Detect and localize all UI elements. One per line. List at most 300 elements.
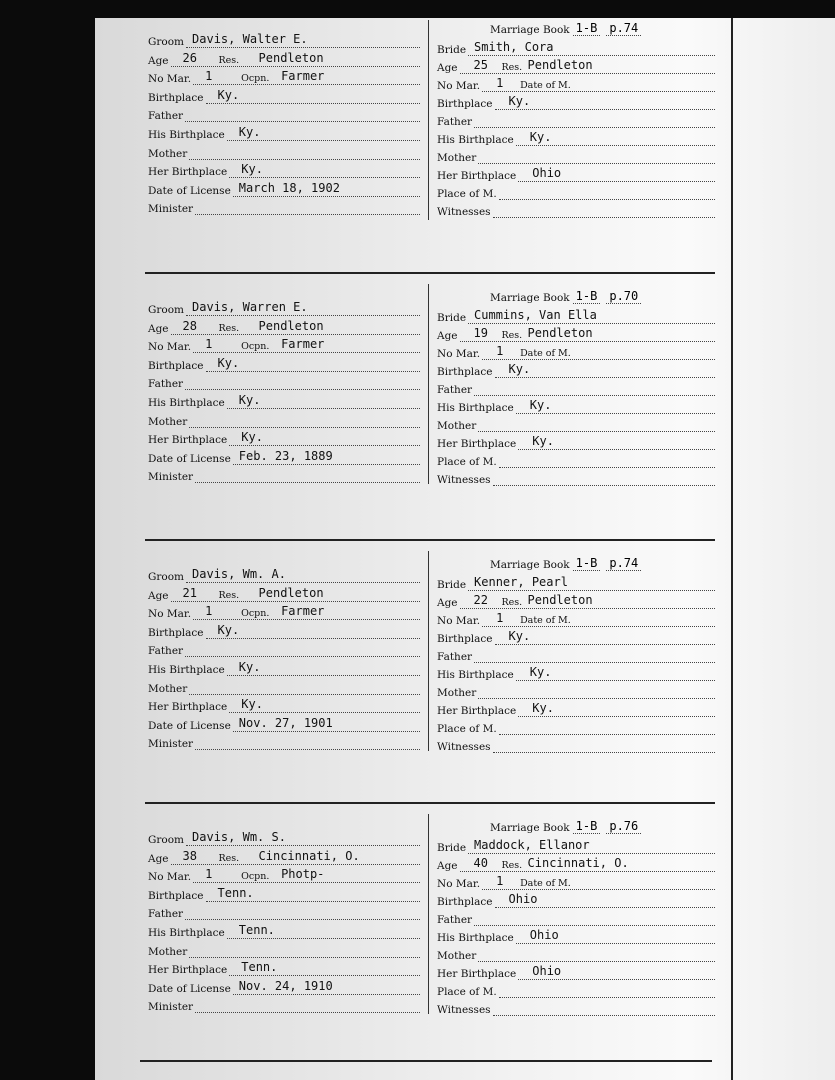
bride-res-value: Cincinnati, O. [527, 856, 629, 870]
groom-no-mar-label: No Mar. [148, 871, 192, 884]
bride-name-value: Maddock, Ellanor [474, 838, 590, 852]
marriage-book-header [490, 20, 644, 36]
groom-ocpn-label: Ocpn. [241, 73, 270, 85]
groom-no-mar-row [148, 604, 420, 620]
groom-her-birthplace-value: Ky. [241, 162, 263, 177]
groom-res-value: Cincinnati, O. [258, 848, 360, 863]
bride-father-label: Father [437, 116, 473, 128]
bride-his-birthplace-row [437, 928, 715, 944]
bride-no-mar-label: No Mar. [437, 615, 481, 627]
marriage-book-page: p.74 [606, 556, 641, 571]
bride-father-label: Father [437, 914, 473, 926]
bride-witnesses-label: Witnesses [437, 474, 491, 486]
bride-witnesses-line [493, 473, 715, 486]
bride-age-row [437, 58, 715, 74]
bride-place-of-m-label: Place of M. [437, 986, 497, 998]
column-divider [428, 551, 429, 751]
bride-no-mar-line [482, 611, 715, 627]
groom-name-label: Groom [148, 36, 185, 48]
groom-mother-line [189, 945, 420, 958]
bride-age-value: 40 [473, 856, 488, 870]
groom-date-of-license-row [148, 979, 420, 995]
bride-name-line [468, 308, 715, 324]
groom-date-of-license-value: Nov. 24, 1910 [238, 978, 333, 993]
groom-name-row [148, 830, 420, 846]
groom-date-of-license-row [148, 716, 420, 732]
groom-no-mar-value: 1 [205, 604, 213, 619]
groom-father-row [148, 374, 420, 390]
bride-mother-label: Mother [437, 420, 477, 432]
bride-her-birthplace-value: Ky. [532, 701, 554, 715]
bride-birthplace-label: Birthplace [437, 896, 493, 908]
bride-her-birthplace-value: Ohio [532, 964, 562, 978]
groom-name-value: Davis, Walter E. [192, 32, 308, 46]
bride-witnesses-label: Witnesses [437, 206, 491, 218]
bride-no-mar-value: 1 [496, 344, 504, 358]
bride-her-birthplace-row [437, 434, 715, 450]
groom-date-of-license-label: Date of License [148, 982, 231, 995]
bride-mother-line [478, 419, 715, 432]
groom-father-line [185, 109, 420, 122]
groom-his-birthplace-label: His Birthplace [148, 927, 225, 939]
groom-res-label: Res. [218, 589, 240, 601]
bride-her-birthplace-row [437, 166, 715, 182]
groom-minister-row [148, 734, 420, 750]
bride-mother-row [437, 683, 715, 699]
groom-her-birthplace-row [148, 960, 420, 976]
groom-his-birthplace-value: Ky. [238, 660, 261, 674]
groom-his-birthplace-row [148, 125, 420, 141]
marriage-book-value: 1-B [573, 556, 601, 571]
marriage-book-page: p.74 [606, 21, 641, 36]
groom-age-line [171, 50, 420, 67]
groom-name-row [148, 300, 420, 316]
bride-father-row [437, 647, 715, 663]
groom-date-of-license-line [233, 978, 420, 995]
groom-name-label: Groom [148, 571, 185, 583]
bride-father-row [437, 112, 715, 128]
bride-birthplace-label: Birthplace [437, 633, 493, 645]
groom-mother-row [148, 942, 420, 958]
marriage-book-label: Marriage Book [490, 559, 570, 571]
bride-witnesses-row [437, 202, 715, 218]
groom-her-birthplace-label: Her Birthplace [148, 964, 228, 977]
record-separator [145, 272, 715, 274]
marriage-book-value: 1-B [573, 819, 601, 834]
groom-birthplace-value: Ky. [217, 87, 240, 102]
groom-res-value: Pendleton [258, 318, 324, 333]
bride-father-line [474, 383, 715, 396]
groom-no-mar-label: No Mar. [148, 73, 192, 86]
bride-name-label: Bride [437, 44, 467, 56]
groom-mother-label: Mother [148, 415, 188, 428]
bride-his-birthplace-line [516, 398, 715, 414]
bride-age-label: Age [437, 860, 458, 872]
bride-age-line [460, 593, 715, 609]
groom-birthplace-row [148, 623, 420, 639]
groom-date-of-license-row [148, 449, 420, 465]
bride-mother-label: Mother [437, 950, 477, 962]
bride-age-value: 25 [473, 58, 488, 72]
groom-date-of-license-label: Date of License [148, 452, 231, 465]
groom-mother-row [148, 412, 420, 428]
bride-his-birthplace-line [516, 665, 715, 681]
groom-age-label: Age [148, 54, 169, 67]
groom-res-label: Res. [218, 322, 240, 334]
groom-no-mar-value: 1 [205, 69, 213, 84]
groom-birthplace-row [148, 886, 420, 902]
bride-mother-label: Mother [437, 152, 477, 164]
groom-no-mar-line [193, 69, 420, 85]
groom-his-birthplace-line [227, 660, 420, 676]
column-divider [428, 814, 429, 1014]
bride-date-of-m-label: Date of M. [520, 80, 571, 91]
bride-age-row [437, 326, 715, 342]
bride-witnesses-label: Witnesses [437, 1004, 491, 1016]
groom-her-birthplace-value: Ky. [241, 697, 263, 712]
bride-no-mar-value: 1 [496, 76, 504, 90]
groom-date-of-license-line [233, 715, 420, 732]
bride-his-birthplace-row [437, 130, 715, 146]
bride-birthplace-label: Birthplace [437, 98, 493, 110]
groom-his-birthplace-line [227, 923, 420, 939]
bride-witnesses-line [493, 740, 715, 753]
marriage-book-page: p.70 [606, 289, 641, 304]
bride-her-birthplace-row [437, 701, 715, 717]
groom-father-line [185, 377, 420, 390]
groom-birthplace-line [206, 355, 420, 372]
groom-no-mar-label: No Mar. [148, 608, 192, 621]
bride-his-birthplace-value: Ky. [529, 398, 552, 412]
marriage-book-header [490, 818, 644, 834]
bride-her-birthplace-line [518, 434, 715, 450]
bride-his-birthplace-row [437, 398, 715, 414]
bride-age-label: Age [437, 62, 458, 74]
groom-name-value: Davis, Wm. S. [192, 830, 286, 844]
groom-his-birthplace-row [148, 660, 420, 676]
groom-ocpn-value: Farmer [281, 69, 325, 84]
groom-birthplace-label: Birthplace [148, 359, 204, 372]
groom-minister-line [195, 737, 420, 750]
groom-mother-label: Mother [148, 682, 188, 695]
groom-minister-row [148, 199, 420, 215]
bride-place-of-m-line [499, 985, 715, 998]
groom-name-line [186, 830, 420, 846]
groom-date-of-license-row [148, 181, 420, 197]
bride-her-birthplace-label: Her Birthplace [437, 438, 517, 450]
bride-birthplace-value: Ky. [508, 629, 531, 643]
bride-her-birthplace-value: Ky. [532, 434, 554, 448]
bride-age-row [437, 593, 715, 609]
groom-her-birthplace-value: Tenn. [241, 960, 278, 975]
bride-age-line [460, 58, 715, 74]
groom-age-value: 28 [182, 318, 197, 333]
bride-res-label: Res. [501, 597, 523, 608]
bride-no-mar-line [482, 874, 715, 890]
bride-name-label: Bride [437, 579, 467, 591]
groom-no-mar-line [193, 337, 420, 353]
groom-name-line [186, 567, 420, 583]
bride-place-of-m-line [499, 455, 715, 468]
groom-father-line [185, 907, 420, 920]
bride-place-of-m-line [499, 722, 715, 735]
bride-witnesses-row [437, 1000, 715, 1016]
bride-his-birthplace-label: His Birthplace [437, 134, 514, 146]
groom-his-birthplace-row [148, 393, 420, 409]
groom-date-of-license-value: Feb. 23, 1889 [238, 448, 333, 463]
groom-ocpn-value: Farmer [281, 604, 325, 619]
bride-age-label: Age [437, 330, 458, 342]
bride-name-label: Bride [437, 842, 467, 854]
groom-age-row [148, 319, 420, 335]
bride-his-birthplace-label: His Birthplace [437, 932, 514, 944]
bride-his-birthplace-value: Ky. [529, 665, 552, 679]
groom-ocpn-label: Ocpn. [241, 341, 270, 353]
groom-date-of-license-value: March 18, 1902 [238, 180, 340, 195]
bride-her-birthplace-line [518, 166, 715, 182]
bride-age-line [460, 856, 715, 872]
groom-date-of-license-value: Nov. 27, 1901 [238, 715, 333, 730]
groom-date-of-license-line [233, 180, 420, 197]
groom-no-mar-line [193, 604, 420, 620]
groom-no-mar-line [193, 867, 420, 883]
bride-no-mar-value: 1 [496, 611, 504, 625]
groom-birthplace-value: Ky. [217, 622, 240, 637]
marriage-record [0, 818, 835, 1078]
bride-his-birthplace-line [516, 130, 715, 146]
groom-date-of-license-line [233, 448, 420, 465]
bride-birthplace-value: Ky. [508, 362, 531, 376]
bride-her-birthplace-label: Her Birthplace [437, 170, 517, 182]
marriage-record [0, 20, 835, 280]
marriage-book-label: Marriage Book [490, 292, 570, 304]
bride-witnesses-row [437, 737, 715, 753]
bride-birthplace-line [495, 362, 715, 378]
groom-age-line [171, 585, 420, 602]
bride-date-of-m-label: Date of M. [520, 878, 571, 889]
groom-mother-line [189, 147, 420, 160]
bride-father-line [474, 115, 715, 128]
bride-no-mar-row [437, 874, 715, 890]
groom-ocpn-value: Farmer [281, 337, 325, 352]
bride-mother-label: Mother [437, 687, 477, 699]
groom-age-value: 26 [182, 50, 197, 65]
groom-his-birthplace-line [227, 393, 420, 409]
groom-name-label: Groom [148, 834, 185, 846]
groom-her-birthplace-label: Her Birthplace [148, 166, 228, 179]
groom-name-row [148, 567, 420, 583]
groom-age-row [148, 586, 420, 602]
bride-her-birthplace-label: Her Birthplace [437, 705, 517, 717]
bride-mother-row [437, 416, 715, 432]
bride-name-line [468, 838, 715, 854]
groom-his-birthplace-row [148, 923, 420, 939]
groom-her-birthplace-label: Her Birthplace [148, 434, 228, 447]
groom-mother-row [148, 144, 420, 160]
bride-name-value: Cummins, Van Ella [474, 308, 597, 322]
groom-minister-row [148, 467, 420, 483]
groom-age-value: 21 [182, 585, 197, 600]
bride-name-row [437, 838, 715, 854]
bride-mother-line [478, 949, 715, 962]
groom-age-label: Age [148, 852, 169, 865]
bride-father-label: Father [437, 384, 473, 396]
bride-her-birthplace-label: Her Birthplace [437, 968, 517, 980]
bride-his-birthplace-label: His Birthplace [437, 402, 514, 414]
groom-ocpn-label: Ocpn. [241, 871, 270, 883]
groom-mother-line [189, 682, 420, 695]
groom-her-birthplace-line [229, 960, 420, 976]
bride-res-label: Res. [501, 330, 523, 341]
bride-birthplace-row [437, 629, 715, 645]
bride-mother-line [478, 686, 715, 699]
bride-birthplace-value: Ky. [508, 94, 531, 108]
groom-her-birthplace-line [229, 430, 420, 446]
bride-birthplace-line [495, 94, 715, 110]
marriage-record [0, 288, 835, 548]
groom-his-birthplace-label: His Birthplace [148, 397, 225, 409]
bride-date-of-m-label: Date of M. [520, 615, 571, 626]
bride-father-line [474, 913, 715, 926]
bride-mother-row [437, 946, 715, 962]
bride-place-of-m-row [437, 719, 715, 735]
bride-her-birthplace-value: Ohio [532, 166, 562, 180]
bride-res-label: Res. [501, 62, 523, 73]
groom-age-line [171, 318, 420, 335]
column-divider [428, 284, 429, 484]
bride-no-mar-line [482, 344, 715, 360]
groom-birthplace-line [206, 622, 420, 639]
groom-mother-label: Mother [148, 147, 188, 160]
bride-place-of-m-label: Place of M. [437, 456, 497, 468]
groom-his-birthplace-line [227, 125, 420, 141]
marriage-book-value: 1-B [573, 21, 601, 36]
groom-date-of-license-label: Date of License [148, 184, 231, 197]
groom-no-mar-label: No Mar. [148, 341, 192, 354]
groom-age-label: Age [148, 589, 169, 602]
groom-father-row [148, 106, 420, 122]
groom-name-row [148, 32, 420, 48]
record-separator [145, 539, 715, 541]
groom-minister-label: Minister [148, 203, 194, 216]
bride-name-row [437, 575, 715, 591]
bride-no-mar-label: No Mar. [437, 878, 481, 890]
bride-father-row [437, 380, 715, 396]
bride-place-of-m-row [437, 452, 715, 468]
bride-his-birthplace-label: His Birthplace [437, 669, 514, 681]
bride-birthplace-label: Birthplace [437, 366, 493, 378]
groom-name-line [186, 300, 420, 316]
groom-her-birthplace-line [229, 162, 420, 178]
groom-minister-label: Minister [148, 1001, 194, 1014]
marriage-book-header [490, 555, 644, 571]
groom-age-line [171, 848, 420, 865]
bride-age-row [437, 856, 715, 872]
bride-birthplace-row [437, 94, 715, 110]
groom-his-birthplace-value: Ky. [238, 125, 261, 139]
groom-father-row [148, 904, 420, 920]
groom-no-mar-row [148, 337, 420, 353]
bride-her-birthplace-row [437, 964, 715, 980]
groom-mother-label: Mother [148, 945, 188, 958]
bride-mother-line [478, 151, 715, 164]
groom-birthplace-label: Birthplace [148, 91, 204, 104]
bride-birthplace-row [437, 892, 715, 908]
marriage-book-label: Marriage Book [490, 24, 570, 36]
bride-res-value: Pendleton [527, 593, 593, 607]
bride-birthplace-value: Ohio [508, 892, 538, 906]
bride-name-line [468, 575, 715, 591]
bride-father-line [474, 650, 715, 663]
groom-birthplace-value: Tenn. [217, 885, 254, 900]
groom-minister-line [195, 470, 420, 483]
groom-birthplace-row [148, 88, 420, 104]
groom-res-label: Res. [218, 54, 240, 66]
groom-father-label: Father [148, 645, 184, 658]
groom-age-row [148, 849, 420, 865]
groom-res-label: Res. [218, 852, 240, 864]
bride-birthplace-line [495, 629, 715, 645]
groom-no-mar-row [148, 69, 420, 85]
bride-mother-row [437, 148, 715, 164]
bride-age-value: 19 [473, 326, 488, 340]
marriage-book-page: p.76 [606, 819, 641, 834]
groom-minister-label: Minister [148, 738, 194, 751]
bride-name-line [468, 40, 715, 56]
groom-her-birthplace-row [148, 697, 420, 713]
marriage-book-header [490, 288, 644, 304]
bride-witnesses-line [493, 1003, 715, 1016]
groom-his-birthplace-value: Ky. [238, 393, 261, 407]
groom-his-birthplace-value: Tenn. [238, 923, 275, 937]
groom-birthplace-line [206, 885, 420, 902]
bride-place-of-m-row [437, 982, 715, 998]
groom-birthplace-label: Birthplace [148, 626, 204, 639]
groom-her-birthplace-value: Ky. [241, 430, 263, 445]
groom-mother-row [148, 679, 420, 695]
bride-his-birthplace-value: Ky. [529, 130, 552, 144]
groom-name-value: Davis, Warren E. [192, 300, 308, 314]
groom-her-birthplace-line [229, 697, 420, 713]
groom-date-of-license-label: Date of License [148, 719, 231, 732]
groom-birthplace-value: Ky. [217, 355, 240, 370]
groom-minister-row [148, 997, 420, 1013]
groom-father-label: Father [148, 110, 184, 123]
groom-father-line [185, 644, 420, 657]
bride-age-value: 22 [473, 593, 488, 607]
marriage-book-label: Marriage Book [490, 822, 570, 834]
column-divider [428, 20, 429, 220]
bride-place-of-m-label: Place of M. [437, 723, 497, 735]
bride-res-label: Res. [501, 860, 523, 871]
groom-no-mar-value: 1 [205, 337, 213, 352]
groom-father-label: Father [148, 908, 184, 921]
groom-his-birthplace-label: His Birthplace [148, 664, 225, 676]
bride-witnesses-label: Witnesses [437, 741, 491, 753]
bride-no-mar-label: No Mar. [437, 348, 481, 360]
record-separator [145, 802, 715, 804]
groom-res-value: Pendleton [258, 50, 324, 65]
groom-age-row [148, 51, 420, 67]
groom-minister-label: Minister [148, 471, 194, 484]
groom-birthplace-row [148, 356, 420, 372]
bride-father-row [437, 910, 715, 926]
groom-mother-line [189, 415, 420, 428]
bride-witnesses-line [493, 205, 715, 218]
groom-age-value: 38 [182, 848, 197, 863]
groom-name-line [186, 32, 420, 48]
groom-res-value: Pendleton [258, 585, 324, 600]
